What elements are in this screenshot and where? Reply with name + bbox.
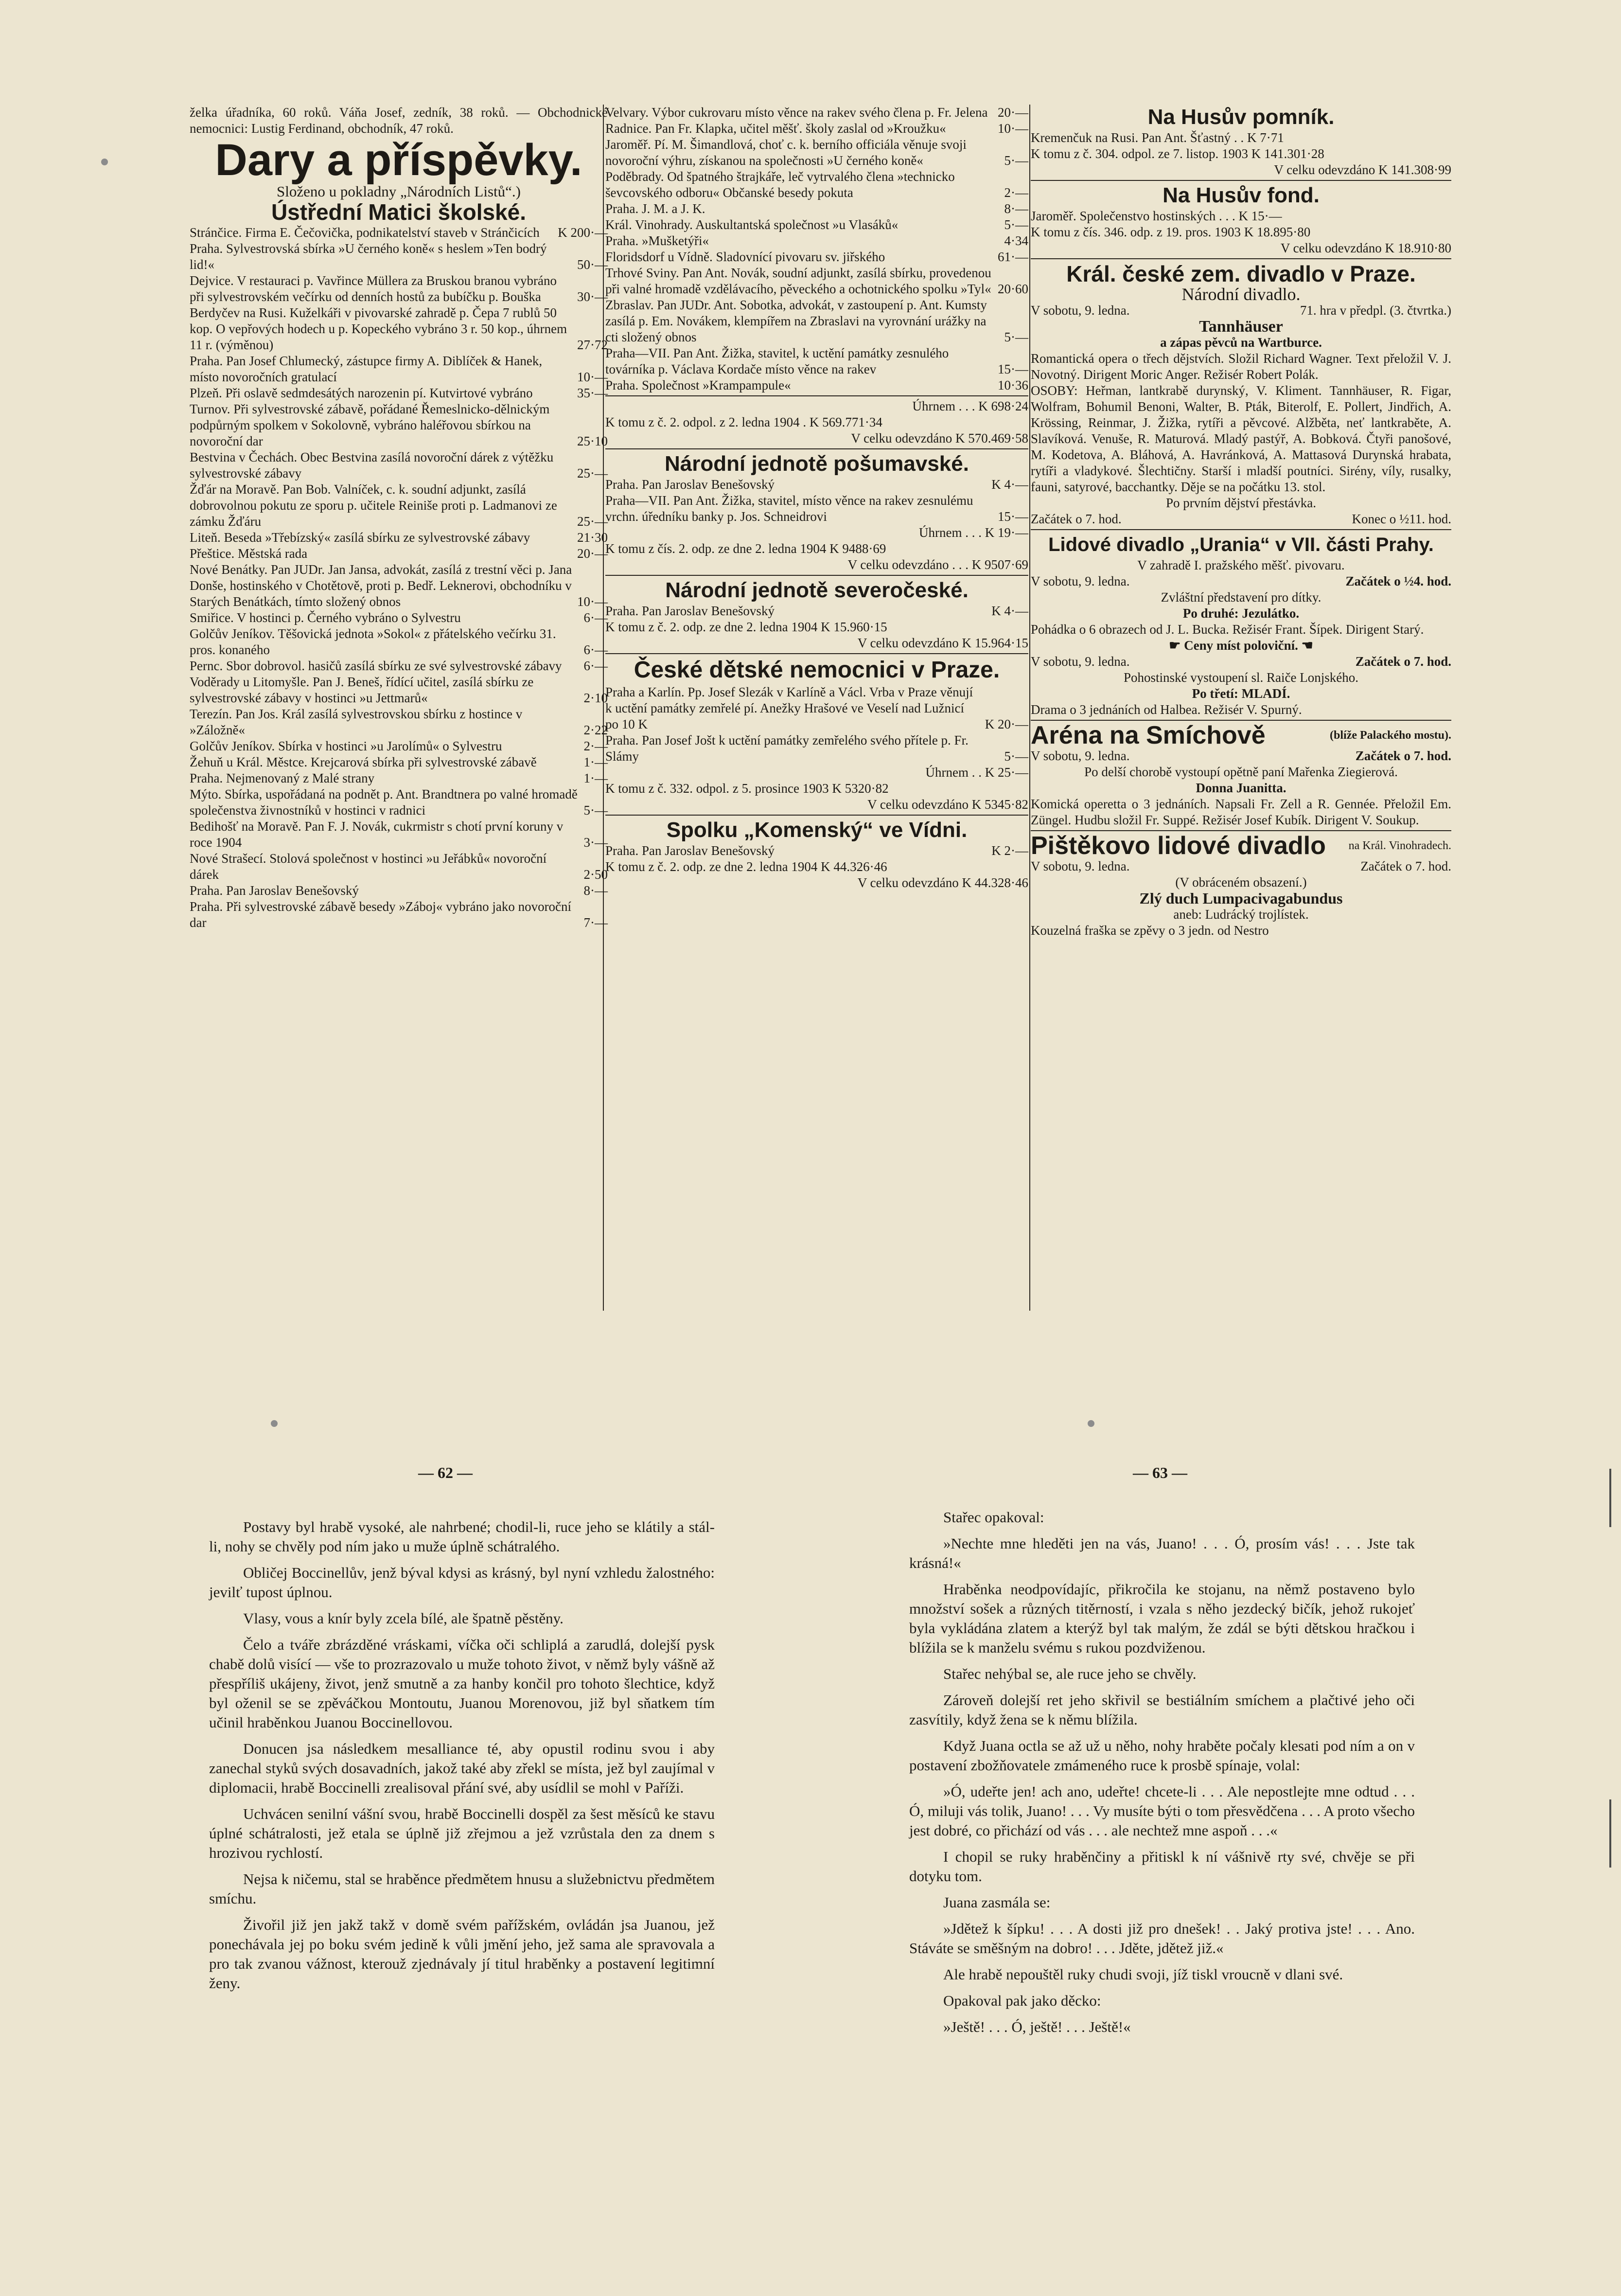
donation-amount: 27·72 — [577, 338, 608, 352]
donation-entry — [605, 233, 1028, 249]
program-description: Pohádka o 6 obrazech od J. L. Bucka. Režisér Frant. Šípek. Dirigent Starý. — [1031, 622, 1424, 637]
donation-entry — [605, 201, 1028, 217]
donation-amount: 20·— — [577, 546, 608, 561]
donation-entry — [190, 273, 608, 305]
donation-amount: 15·— — [998, 362, 1028, 376]
donation-text: Bedihošť na Moravě. Pan F. J. Novák, cukrmistr s chotí první koruny v roce 1904 — [190, 819, 564, 850]
donation-amount: 35·— — [577, 386, 608, 400]
donation-entry — [190, 401, 608, 449]
program-note: Po delší chorobě vystoupí opětně paní Mařenka Ziegierová. — [1084, 765, 1398, 779]
donation-amount: K 4·— — [991, 604, 1028, 618]
section-heading: Na Husův pomník. — [1147, 105, 1335, 129]
total-line: V celku odevzdáno K 18.910·80 — [1280, 241, 1451, 255]
donation-entry — [190, 305, 608, 353]
donation-amount: 1·— — [583, 771, 608, 785]
donation-entry — [605, 377, 1028, 393]
program-date: V sobotu, 9. ledna. — [1031, 748, 1130, 763]
donation-entry — [605, 297, 1028, 345]
program-date: V sobotu, 9. ledna. — [1031, 303, 1130, 318]
total-line: V celku odevzdáno K 141.308·99 — [1274, 162, 1451, 177]
donation-text: Smiřice. V hostinci p. Černého vybráno o Sylvestru — [190, 610, 461, 625]
donation-text: Bestvina v Čechách. Obec Bestvina zasílá novoroční dárek z výtěžku sylvestrovské zábavy — [190, 450, 554, 481]
total-line: V celku odevzdáno K 15.964·15 — [857, 636, 1028, 650]
donation-text: Praha. Pan Jaroslav Benešovský — [605, 604, 775, 618]
donation-text: Praha. Společnost »Krampampule« — [605, 378, 791, 392]
donation-amount: 10·— — [577, 370, 608, 384]
program-date-row — [1031, 858, 1451, 874]
donation-entry — [190, 754, 608, 770]
donation-amount: K 20·— — [985, 717, 1028, 731]
program-title: Zlý duch Lumpacivagabundus — [1139, 890, 1343, 907]
donation-text: Praha. Pan Jaroslav Benešovský — [605, 843, 775, 858]
column-1 — [190, 105, 608, 931]
donation-amount: 6·— — [583, 642, 608, 657]
story-paragraph: Stařec nehýbal se, ale ruce jeho se chvěly. — [943, 1665, 1197, 1682]
donation-amount: 15·— — [998, 509, 1028, 524]
donation-text: Pernc. Sbor dobrovol. hasičů zasílá sbírku ze své sylvestrovské zábavy — [190, 659, 562, 673]
donation-amount: 10·— — [577, 594, 608, 609]
right-edge-mark — [1609, 1469, 1611, 1527]
program-start: Začátek o 7. hod. — [1031, 512, 1122, 526]
donation-entry — [605, 345, 1028, 377]
donation-text: Praha. Nejmenovaný z Malé strany — [190, 771, 375, 785]
donation-amount: K 200·— — [558, 225, 608, 240]
donation-entry — [190, 738, 608, 754]
donation-text: Žďár na Moravě. Pan Bob. Valníček, c. k. soudní adjunkt, zasílá dobrovolnou pokutu ze sporu p. učitele Reiniše proti p. Ladmanovi ze zámku Žďáru — [190, 482, 557, 529]
program-description: Komická operetta o 3 jednáních. Napsali Fr. Zell a R. Gennée. Přeložil Em. Züngel. Hudbu složil Fr. Suppé. Režisér Josef Kubík. Dirigent V. Soukup. — [1031, 797, 1451, 827]
donation-text: Golčův Jeníkov. Těšovická jednota »Sokol« z přátelského večírku 31. pros. konaného — [190, 626, 556, 657]
donation-text: Voděrady u Litomyšle. Pan J. Beneš, řídící učitel, zasílá sbírku ze sylvestrovské zábavy v hostinci »u Jettmarů« — [190, 675, 534, 705]
program-note: Zvláštní představení pro dítky. — [1161, 590, 1321, 605]
donation-text: Liteň. Beseda »Třebízský« zasílá sbírku ze sylvestrovské zábavy — [190, 530, 530, 545]
donation-amount: 61·— — [998, 249, 1028, 264]
donation-text: Poděbrady. Od špatného štrajkáře, leč vytrvalého člena »technicko ševcovského odboru« Občanské besedy pokuta — [605, 169, 955, 200]
subtitle: Složeno u pokladny „Národních Listů“.) — [277, 183, 521, 200]
donation-entry — [605, 169, 1028, 201]
donation-amount: 2·22 — [583, 723, 608, 737]
donation-amount: 20·60 — [998, 282, 1028, 296]
story-paragraph: »Nechte mne hleděti jen na vás, Juano! . . . Ó, prosím vás! . . . Jste tak krásná!« — [909, 1535, 1415, 1571]
donation-text: Král. Vinohrady. Auskultantská společnost »u Vlasáků« — [605, 217, 899, 232]
donation-amount: 8·— — [583, 883, 608, 898]
donation-entry — [605, 137, 1028, 169]
donation-entry — [605, 603, 1028, 619]
intro-text: želka úřadníka, 60 roků. Váňa Josef, zedník, 38 roků. — Obchodnické nemocnici: Lustig Ferdinand, obchodník, 47 roků. — [190, 105, 608, 136]
donation-entry — [190, 706, 608, 738]
program-title: Po druhé: Jezulátko. — [1182, 606, 1300, 621]
donation-text: Praha a Karlín. Pp. Josef Slezák v Karlíně a Václ. Vrba v Praze věnují k uctění památky zemřelé pí. Anežky Hrašové ve Veselí nad Lužnicí po 10 K — [605, 685, 973, 731]
page-number-left: — 62 — — [418, 1464, 473, 1481]
donation-entry — [605, 217, 1028, 233]
program-title: Donna Juanitta. — [1196, 781, 1286, 795]
section-heading: Národní jednotě pošumavské. — [665, 452, 969, 476]
carry-line: K tomu z čís. 346. odp. z 19. pros. 1903 K 18.895·80 — [1031, 225, 1311, 239]
donation-text: Zbraslav. Pan JUDr. Ant. Sobotka, advokát, v zastoupení p. Ant. Kumsty zasílá p. Em. Novákem, klempířem na Zbraslavi na vyrovnání urážky na cti složený obnos — [605, 298, 987, 344]
donation-list — [605, 603, 1028, 619]
theatre-heading-row — [1031, 723, 1451, 748]
program-times — [1031, 511, 1451, 527]
donation-entry — [190, 786, 608, 819]
donation-text: Plzeň. Při oslavě sedmdesátých narozenin pí. Kutvirtové vybráno — [190, 386, 533, 400]
program-description: Romantická opera o třech dějstvích. Složil Richard Wagner. Text přeložil V. J. Novotný. Dirigent Moric Anger. Režisér Robert Polák. — [1031, 351, 1451, 382]
donation-text: Přeštice. Městská rada — [190, 546, 308, 561]
donation-entry — [190, 449, 608, 481]
donation-amount: 2·— — [1004, 185, 1028, 200]
section-heading: Spolku „Komenský“ ve Vídni. — [666, 818, 968, 842]
donation-text: Praha. J. M. a J. K. — [605, 201, 705, 216]
donation-text: Jaroměř. Pí. M. Šimandlová, choť c. k. berního officiála věnuje svoji novoroční výhru, získanou na společnosti »U černého koně« — [605, 137, 967, 168]
theatre-heading-row — [1031, 833, 1451, 858]
donation-amount: 2·10 — [583, 691, 608, 705]
donation-entry — [190, 610, 608, 626]
donation-list — [605, 477, 1028, 525]
donation-amount: 10·36 — [998, 378, 1028, 392]
donation-amount: 5·— — [1004, 749, 1028, 764]
donation-line: Kremenčuk na Rusi. Pan Ant. Šťastný . . K 7·71 — [1031, 130, 1284, 145]
donation-amount: 5·— — [583, 803, 608, 818]
donation-amount: 25·10 — [577, 434, 608, 448]
donation-amount: 50·— — [577, 257, 608, 272]
donation-amount: 5·— — [1004, 153, 1028, 168]
donation-entry — [190, 225, 608, 241]
donation-text: Praha. Pan Jaroslav Benešovský — [190, 883, 359, 898]
donation-text: Stránčice. Firma E. Čečovička, podnikatelství staveb v Stránčicích — [190, 225, 540, 240]
story-paragraph: Když Juana octla se až už u něho, nohy hraběte počaly klesati pod ním a on v postavení zbožňovatele zmámeného ruce k prosbě spínaje, volal: — [909, 1737, 1415, 1774]
donation-entry — [190, 899, 608, 931]
program-start: Začátek o 7. hod. — [1360, 859, 1451, 873]
total-line: V celku odevzdáno K 44.328·46 — [857, 875, 1028, 890]
total-line: V celku odevzdáno K 5345·82 — [867, 797, 1028, 812]
program-date-row — [1031, 748, 1451, 764]
column-divider — [1029, 105, 1030, 1311]
carry-line: K tomu z č. 2. odpol. z 2. ledna 1904 . K 569.771·34 — [605, 415, 882, 429]
right-edge-mark — [1609, 1799, 1611, 1868]
theatre-heading: Lidové divadlo „Urania“ v VII. části Prahy. — [1048, 534, 1434, 555]
donation-text: Nové Benátky. Pan JUDr. Jan Jansa, advokát, zasílá z trestní věci p. Jana Donše, hostinského v Chotětově, proti p. Bedř. Leknerovi, obchodníku v Starých Benátkách, tímto složený obnos — [190, 562, 572, 609]
carry-line: K tomu z č. 304. odpol. ze 7. listop. 1903 K 141.301·28 — [1031, 146, 1324, 161]
donation-list — [605, 684, 1028, 765]
theatre-note: (blíže Palackého mostu). — [1330, 729, 1451, 742]
prices-label: Ceny míst poloviční. — [1184, 638, 1298, 653]
donation-text: Praha—VII. Pan Ant. Žižka, stavitel, k uctění památky zesnulého továrníka p. Václava Kordače místo věnce na rakev — [605, 346, 949, 376]
donation-text: Nové Strašecí. Stolová společnost v hostinci »u Jeřábků« novoroční dárek — [190, 851, 547, 882]
donation-line: Jaroměř. Společenstvo hostinských . . . K 15·— — [1031, 209, 1282, 223]
story-paragraph: Zároveň dolejší ret jeho skřivil se bestiálním smíchem a plačtivé jeho oči zasvítily, když žena se k němu blížila. — [909, 1691, 1415, 1728]
donation-entry — [190, 674, 608, 706]
donation-amount: 8·— — [1004, 201, 1028, 216]
margin-dot — [101, 159, 108, 165]
donation-amount: 3·— — [583, 835, 608, 850]
donation-entry — [190, 530, 608, 546]
donation-amount: 2·50 — [583, 867, 608, 882]
program-prices — [1031, 638, 1451, 654]
program-title: Tannhäuser — [1199, 318, 1283, 336]
donation-entry — [190, 819, 608, 851]
donation-entry — [190, 546, 608, 562]
donation-text: Žehuň u Král. Městce. Krejcarová sbírka při sylvestrovské zábavě — [190, 755, 537, 769]
donation-amount: 10·— — [998, 121, 1028, 136]
donation-text: Praha. Pan Josef Chlumecký, zástupce firmy A. Diblíček & Hanek, místo novoročních gratulací — [190, 354, 543, 384]
page-title: Dary a příspěvky. — [215, 135, 582, 185]
program-description: Kouzelná fraška se zpěvy o 3 jedn. od Nestro — [1031, 923, 1269, 938]
program-note: 71. hra v předpl. (3. čtvrtka.) — [1300, 303, 1451, 318]
pointing-hand-icon: ☚ — [1298, 638, 1313, 653]
donation-entry — [190, 883, 608, 899]
donation-amount: 5·— — [1004, 217, 1028, 232]
donation-entry — [190, 658, 608, 674]
donation-entry — [605, 249, 1028, 265]
story-paragraph: Postavy byl hrabě vysoké, ale nahrbené; chodil-li, ruce jeho se klátily a stál-li, nohy se chvěly pod ním jako u muže úplně schátralého. — [209, 1518, 715, 1555]
story-paragraph: Nejsa k ničemu, stal se hraběnce předmětem hnusu a služebnictvu předmětem smíchu. — [209, 1870, 715, 1907]
program-date: V sobotu, 9. ledna. — [1031, 654, 1130, 669]
sum-line: Úhrnem . . . K 698·24 — [912, 399, 1028, 413]
donation-text: Praha. Pan Jaroslav Benešovský — [605, 477, 775, 492]
donation-entry — [190, 626, 608, 658]
donation-amount: 30·— — [577, 289, 608, 304]
donation-text: Golčův Jeníkov. Sbírka v hostinci »u Jarolímů« o Sylvestru — [190, 739, 502, 753]
program-start: Začátek o ½4. hod. — [1345, 574, 1451, 588]
donation-entry — [605, 684, 1028, 732]
donation-amount: 6·— — [583, 659, 608, 673]
donation-entry — [605, 105, 1028, 121]
donation-text: Trhové Sviny. Pan Ant. Novák, soudní adjunkt, zasílá sbírku, provedenou při valné hromadě vzdělávacího, pěveckého a ochotnického spolku »Tyl« — [605, 266, 991, 296]
page-number-right: — 63 — — [1133, 1464, 1187, 1481]
story-paragraph: »Ještě! . . . Ó, ještě! . . . Ještě!« — [943, 2018, 1131, 2035]
program-subtitle: aneb: Ludrácký trojlístek. — [1173, 907, 1309, 922]
program-title-2: a zápas pěvců na Wartburce. — [1160, 335, 1322, 350]
donation-amount: 4·34 — [1004, 233, 1028, 248]
donation-text: Praha—VII. Pan Ant. Žižka, stavitel, místo věnce na rakev zesnulému vrchn. úředníku banky p. Jos. Schneidrovi — [605, 493, 973, 524]
donation-text: Velvary. Výbor cukrovaru místo věnce na rakev svého člena p. Fr. Jelena — [605, 105, 988, 120]
donation-entry — [190, 562, 608, 610]
theatre-subheading: V zahradě I. pražského měšť. pivovaru. — [1137, 558, 1345, 572]
total-line: V celku odevzdáno K 570.469·58 — [851, 431, 1028, 445]
program-date: V sobotu, 9. ledna. — [1031, 859, 1130, 873]
donation-text: Praha. Při sylvestrovské zábavě besedy »Záboj« vybráno jako novoroční dar — [190, 899, 572, 930]
carry-line: K tomu z č. 332. odpol. z 5. prosince 1903 K 5320·82 — [605, 781, 889, 796]
story-paragraph: Donucen jsa následkem mesalliance té, aby opustil rodinu svou i aby zanechal styků svých dosavadních, jakož také aby zřekl se místa, jež byl zaujímal v diplomacii, hrabě Boccinelli zrealisoval přání své, aby usídlil se mohl v Paříži. — [209, 1740, 715, 1796]
program-date: V sobotu, 9. ledna. — [1031, 574, 1130, 588]
donation-amount: 6·— — [583, 610, 608, 625]
program-pause: Po prvním dějství přestávka. — [1166, 496, 1316, 510]
margin-dot — [1088, 1420, 1094, 1427]
donation-entry — [190, 241, 608, 273]
donation-entry — [190, 385, 608, 401]
theatre-heading: Aréna na Smíchově — [1031, 721, 1266, 749]
program-start: Začátek o 7. hod. — [1355, 654, 1451, 669]
story-paragraph: Vlasy, vous a knír byly zcela bílé, ale špatně pěstěny. — [243, 1610, 564, 1627]
sum-line: Úhrnem . . . K 19·— — [919, 525, 1028, 540]
margin-dot — [271, 1420, 278, 1427]
donation-text: Praha. Pan Josef Jošt k uctění památky zemřelého svého přítele p. Fr. Slámy — [605, 733, 969, 764]
program-date-row — [1031, 573, 1451, 589]
story-paragraph: Obličej Boccinellův, jenž býval kdysi as krásný, byl nyní vzhledu žalostného: jevilť tupost úplnou. — [209, 1564, 715, 1601]
section-heading: Národní jednotě severočeské. — [665, 578, 969, 602]
theatre-note: na Král. Vinohradech. — [1348, 839, 1451, 852]
column-2 — [605, 105, 1028, 891]
donation-text: Turnov. Při sylvestrovské zábavě, pořádané Řemeslnicko-dělnickým podpůrným spolkem v Sokolovně, vybráno haléřovou sbírkou na novoroční dar — [190, 402, 550, 448]
story-paragraph: Juana zasmála se: — [943, 1894, 1051, 1911]
story-paragraph: Opakoval pak jako děcko: — [943, 1992, 1101, 2009]
program-title: Po třetí: MLADÍ. — [1192, 686, 1290, 701]
theatre-heading: Pištěkovo lidové divadlo — [1031, 832, 1326, 860]
program-description: Drama o 3 jednáních od Halbea. Režisér V. Spurný. — [1031, 702, 1302, 717]
donation-entry — [190, 481, 608, 530]
program-start: Začátek o 7. hod. — [1355, 748, 1451, 763]
column-3 — [1031, 105, 1451, 939]
story-paragraph: Stařec opakoval: — [943, 1509, 1044, 1526]
donation-amount: 25·— — [577, 514, 608, 529]
donation-text: Praha. »Mušketýři« — [605, 233, 709, 248]
donation-amount: 21·30 — [577, 530, 608, 545]
carry-line: K tomu z čís. 2. odp. ze dne 2. ledna 1904 K 9488·69 — [605, 541, 886, 556]
donation-amount: 5·— — [1004, 330, 1028, 344]
donation-text: Praha. Sylvestrovská sbírka »U černého koně« s heslem »Ten bodrý lid!« — [190, 241, 547, 272]
program-date-row — [1031, 654, 1451, 670]
story-left — [209, 1517, 715, 2000]
donation-entry — [605, 265, 1028, 297]
donation-entry — [190, 770, 608, 786]
donation-text: Floridsdorf u Vídně. Sladovnící pivovaru sv. jiřského — [605, 249, 885, 264]
donation-amount: 7·— — [583, 915, 608, 930]
story-paragraph: I chopil se ruky hraběnčiny a přitiskl k ní vášnivě rty své, chvěje se při dotyku tom. — [909, 1848, 1415, 1885]
donation-list — [190, 225, 608, 931]
donation-entry — [605, 493, 1028, 525]
story-paragraph: »Ó, udeřte jen! ach ano, udeřte! chcete-li . . . Ale nepostlejte mne odtud . . . Ó, miluji vás tolik, Juano! . . . Vy musíte býti o tom přesvědčena . . . A proto všecho jest dobré, co přichází od vás . . . ale nechtež mne aspoň . . .« — [909, 1783, 1415, 1839]
total-line: V celku odevzdáno . . . K 9507·69 — [847, 557, 1028, 572]
sum-line: Úhrnem . . K 25·— — [925, 765, 1028, 780]
theatre-heading: Král. české zem. divadlo v Praze. — [1066, 261, 1416, 286]
program-date-row — [1031, 303, 1451, 319]
story-paragraph: Čelo a tváře zbrázděné vráskami, víčka oči schliplá a zarudlá, dolejší pysk chabě dolů visící — vše to prozrazovalo u muže tohoto život, v němž byly vášně až přespříliš ukájeny, život, jenž smutně a za hanby končil pro tohoto šlechtice, když byl oženil se se zpěváčkou Montoutu, Juanou Morenovou, již byl sňatkem tím učinil hraběnkou Juanou Boccinellovou. — [209, 1636, 715, 1731]
donation-amount: 2·— — [583, 739, 608, 753]
donation-text: Terezín. Pan Jos. Král zasílá sylvestrovskou sbírku z hostince v »Záložně« — [190, 707, 523, 737]
donation-list — [605, 105, 1028, 393]
donation-amount: K 2·— — [991, 843, 1028, 858]
program-note: (V obráceném obsazení.) — [1175, 875, 1307, 890]
carry-line: K tomu z č. 2. odp. ze dne 2. ledna 1904 K 15.960·15 — [605, 620, 887, 634]
donation-entry — [605, 477, 1028, 493]
pointing-hand-icon: ☛ — [1169, 638, 1184, 653]
donation-amount: 25·— — [577, 466, 608, 481]
donation-entry — [190, 353, 608, 385]
story-paragraph: »Jdětež k šípku! . . . A dosti již pro dnešek! . . Jaký protiva jste! . . . Ano. Stáváte se směšným na dobro! . . . Jděte, jdětež již.« — [909, 1920, 1415, 1957]
section-heading: Ústřední Matici školské. — [271, 199, 527, 225]
program-end: Konec o ½11. hod. — [1352, 512, 1451, 526]
theatre-subheading: Národní divadlo. — [1181, 285, 1301, 304]
story-paragraph: Hraběnka neodpovídajíc, přikročila ke stojanu, na němž postaveno bylo množství sošek a různých titěrností, i vzala s něho jezdecký bičík, jehož rukojeť byla vykládána zlatem a kterýž byl tak malým, že zdál se býti dětskou hračkou i blížila se k manželu svému s rukou pozdviženou. — [909, 1581, 1415, 1656]
donation-entry — [605, 732, 1028, 765]
donation-text: Dejvice. V restauraci p. Vavřince Müllera za Bruskou branou vybráno při sylvestrovském večírku od denních hostů za bubíčku p. Bouška — [190, 273, 557, 304]
donation-amount: 20·— — [998, 105, 1028, 120]
donation-text: Mýto. Sbírka, uspořádaná na podnět p. Ant. Brandtnera po valné hromadě společenstva živnostníků v hostinci v radnici — [190, 787, 578, 818]
carry-line: K tomu z č. 2. odp. ze dne 2. ledna 1904 K 44.326·46 — [605, 859, 887, 874]
donation-text: Radnice. Pan Fr. Klapka, učitel měšť. školy zaslal od »Kroužku« — [605, 121, 946, 136]
story-right — [909, 1508, 1415, 2044]
donation-amount: K 4·— — [991, 477, 1028, 492]
section-heading: České dětské nemocnici v Praze. — [634, 657, 1000, 683]
story-paragraph: Uchvácen senilní vášní svou, hrabě Boccinelli dospěl za šest měsíců ke stavu úplné schátralosti, jež etala se úplně již zřejmou a jež vzrůstala den za dnem s hrozivou rychlostí. — [209, 1805, 715, 1861]
program-note: Pohostinské vystoupení sl. Raiče Lonjského. — [1124, 670, 1358, 685]
story-paragraph: Živořil již jen jakž takž v domě svém pařížském, ovládán jsa Juanou, jež ponechávala jej po boku svém jedině k vůli jmění jeho, jež sama ale spravovala a pro tak zvanou vážnost, kterouž zjednávaly jí titul hraběnky a postavení legitimní ženy. — [209, 1916, 715, 1992]
donation-entry — [605, 843, 1028, 859]
program-cast: OSOBY: Heřman, lantkrabě durynský, V. Kliment. Tannhäuser, R. Figar, Wolfram, Bohumil Benoni, Walter, B. Pták, Biterolf, E. Pollert, Jindřich, A. Krössing, Reinmar, J. Žižka, rytíři a pěvcové. Alžběta, neť lantkraběte, A. Slavíková. Venuše, R. Maturová. Mladý pastýř, A. Bobková. Čtyři panošové, M. Kodetova, A. Bláhová, A. Havránková, A. Mattasová Durynská hrabata, rytíři a vladykové. Šlechtičny. Starší i mladší poutníci. Sirény, víly, rusalky, fauni, satyrové, bacchantky. Děje se na počátku 13. stol. — [1031, 383, 1451, 494]
section-heading: Na Husův fond. — [1163, 183, 1320, 207]
donation-entry — [605, 121, 1028, 137]
donation-text: Berdyčev na Rusi. Kuželkáři v pivovarské zahradě p. Čepa 7 rublů 50 kop. O vepřových hodech u p. Kopeckého vybráno 3 r. 50 kop., úhrnem 11 r. (výměnou) — [190, 305, 567, 352]
donation-list — [605, 843, 1028, 859]
donation-entry — [190, 851, 608, 883]
donation-amount: 1·— — [583, 755, 608, 769]
story-paragraph: Ale hrabě nepouštěl ruky chudi svoji, jíž tiskl vroucně v dlani své. — [943, 1966, 1343, 1983]
